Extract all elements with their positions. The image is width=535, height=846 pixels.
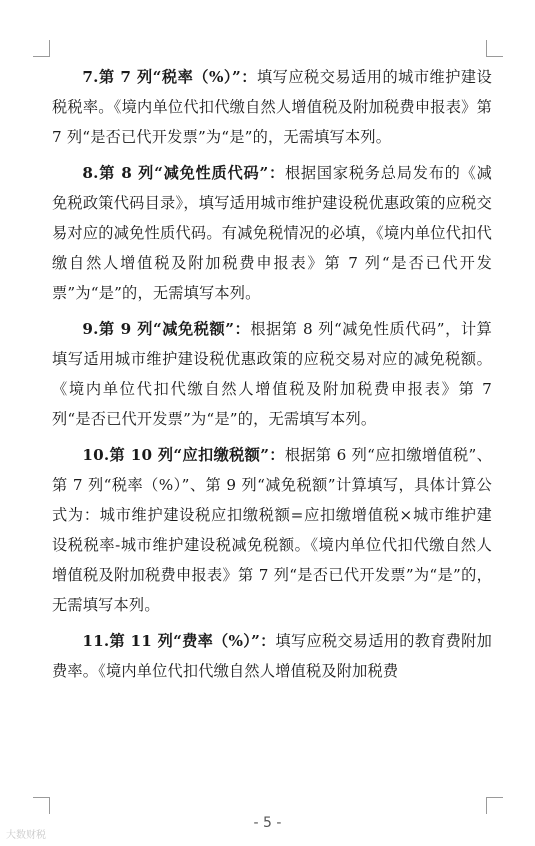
paragraph-heading: 8.第 8 列“减免性质代码”： bbox=[82, 164, 285, 182]
paragraph-column-10 bbox=[52, 440, 492, 620]
paragraph-heading: 9.第 9 列“减免税额”： bbox=[82, 320, 251, 338]
page-number: - 5 - bbox=[253, 815, 282, 831]
paragraph-column-9 bbox=[52, 314, 492, 434]
paragraph-column-11 bbox=[52, 626, 492, 686]
paragraph-heading: 7.第 7 列“税率（%）”： bbox=[82, 68, 257, 86]
paragraph-text: 根据第 6 列“应扣缴增值税”、第 7 列“税率（%）”、第 9 列“减免税额”计算填写，具体计算公式为：城市维护建设税应扣缴税额=应扣缴增值税×城市维护建设税税率-城市维护建设税减免税额。《境内单位代扣代缴自然人增值税及附加税费申报表》第 7 列“是否已代开发票”为“是”的，无需填写本列。 bbox=[52, 446, 493, 614]
paragraph-text: 根据第 8 列“减免性质代码”，计算填写适用城市维护建设税优惠政策的应税交易对应的减免税额。《境内单位代扣代缴自然人增值税及附加税费申报表》第 7 列“是否已代开发票”为“是”的，无需填写本列。 bbox=[52, 320, 492, 428]
paragraph-text: 填写应税交易适用的教育费附加费率。《境内单位代扣代缴自然人增值税及附加税费 bbox=[52, 632, 492, 680]
crop-mark-bottom-right bbox=[486, 797, 503, 814]
paragraph-heading: 11.第 11 列“费率（%）”： bbox=[82, 632, 276, 650]
crop-mark-top-left bbox=[33, 40, 50, 57]
crop-mark-bottom-left bbox=[33, 797, 50, 814]
watermark-text: 大数财税 bbox=[6, 830, 46, 841]
paragraph-column-8 bbox=[52, 158, 492, 308]
document-body bbox=[52, 62, 492, 686]
paragraph-heading: 10.第 10 列“应扣缴税额”： bbox=[82, 446, 285, 464]
paragraph-text: 根据国家税务总局发布的《减免税政策代码目录》，填写适用城市维护建设税优惠政策的应税交易对应的减免性质代码。有减免税情况的必填，《境内单位代扣代缴自然人增值税及附加税费申报表》第 7 列“是否已代开发票”为“是”的，无需填写本列。 bbox=[52, 164, 492, 302]
paragraph-column-7 bbox=[52, 62, 492, 152]
crop-mark-top-right bbox=[486, 40, 503, 57]
paragraph-text: 填写应税交易适用的城市维护建设税税率。《境内单位代扣代缴自然人增值税及附加税费申报表》第 7 列“是否已代开发票”为“是”的，无需填写本列。 bbox=[52, 68, 493, 146]
